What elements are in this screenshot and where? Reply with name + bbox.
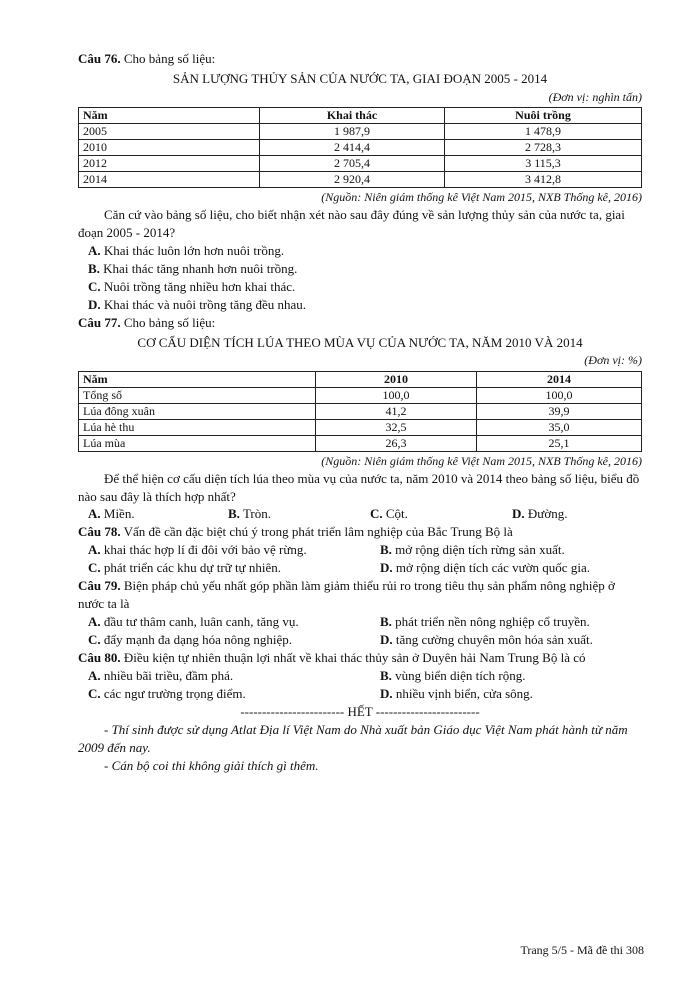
header-cell: Khai thác (260, 108, 445, 124)
table-cell: 100,0 (316, 388, 477, 404)
option-text: Khai thác luôn lớn hơn nuôi trồng. (103, 242, 285, 258)
table-row (79, 388, 642, 404)
table-row (79, 404, 642, 420)
table-row (79, 156, 642, 172)
option-key: C. (88, 560, 101, 576)
option-key: D. (380, 632, 393, 647)
option-text: khai thác hợp lí đi đôi với bảo vệ rừng. (103, 542, 307, 558)
option-key: C. (88, 685, 101, 701)
table-cell: 2 728,3 (445, 140, 642, 156)
table-cell: 41,2 (316, 404, 477, 420)
option-c[interactable] (88, 559, 380, 577)
option-b[interactable] (380, 613, 652, 631)
question-77-intro (78, 314, 642, 332)
option-text: đẩy mạnh đa dạng hóa nông nghiệp. (103, 632, 292, 647)
table-source: (Nguồn: Niên giám thống kê Việt Nam 2015, NXB Thống kê, 2016) (321, 190, 642, 205)
table-cell: 3 412,8 (445, 172, 642, 188)
options-grid (88, 613, 642, 649)
question-label: Câu 78. (78, 524, 121, 540)
options-grid (88, 667, 642, 703)
option-a[interactable] (88, 505, 228, 523)
exam-note: - Cán bộ coi thi không giải thích gì thêm. (104, 757, 319, 773)
header-cell: Nuôi trồng (445, 108, 642, 124)
option-d[interactable] (380, 559, 652, 577)
option-text: Khai thác tăng nhanh hơn nuôi trồng. (103, 260, 298, 276)
question-label: Câu 79. (78, 578, 121, 594)
table-cell: 2012 (79, 156, 260, 172)
option-key: D. (380, 560, 393, 576)
table-header-row (79, 108, 642, 124)
option-text: mở rộng diện tích rừng sản xuất. (395, 542, 565, 558)
table-cell: 3 115,3 (445, 156, 642, 172)
option-key: D. (380, 685, 393, 701)
header-cell: 2010 (316, 372, 477, 388)
table-cell: 2 705,4 (260, 156, 445, 172)
page-footer: Trang 5/5 - Mã đề thi 308 (520, 943, 644, 957)
option-text: Nuôi trồng tăng nhiều hơn khai thác. (103, 278, 296, 294)
option-key: D. (88, 296, 101, 312)
table-cell: 2014 (79, 172, 260, 188)
question-79 (78, 577, 642, 613)
table-cell: 39,9 (477, 404, 642, 420)
option-key: D. (512, 506, 525, 522)
option-key: A. (88, 506, 101, 522)
end-marker: ------------------------ HẾT ------------------------ (240, 703, 480, 719)
option-key: B. (228, 506, 240, 522)
header-cell: 2014 (477, 372, 642, 388)
option-key: A. (88, 614, 101, 630)
question-intro: Cho bảng số liệu: (123, 314, 216, 330)
option-b[interactable] (88, 260, 642, 278)
option-text: Tròn. (242, 506, 272, 522)
table-row (79, 436, 642, 452)
option-d[interactable] (88, 296, 642, 314)
table-header-row (79, 372, 642, 388)
question-stem: Vấn đề cần đặc biệt chú ý trong phát triển lâm nghiệp của Bắc Trung Bộ là (123, 524, 513, 540)
option-key: C. (88, 278, 101, 294)
option-b[interactable] (380, 541, 652, 559)
question-stem: Căn cứ vào bảng số liệu, cho biết nhận xét nào sau đây đúng về sản lượng thủy sản của nước ta, giai đoạn 2005 - 2014? (78, 206, 625, 240)
option-c[interactable] (88, 278, 642, 296)
question-label: Câu 76. (78, 51, 121, 66)
table-cell: 32,5 (316, 420, 477, 436)
option-c[interactable] (88, 631, 380, 649)
option-key: A. (88, 242, 101, 258)
option-text: các ngư trường trọng điểm. (103, 685, 246, 701)
option-text: phát triển nền nông nghiệp cổ truyền. (395, 614, 590, 630)
option-text: nhiều bãi triều, đầm phá. (103, 667, 234, 683)
table-cell: 1 478,9 (445, 124, 642, 140)
table-unit: (Đơn vị: %) (584, 353, 642, 368)
option-text: đầu tư thâm canh, luân canh, tăng vụ. (103, 614, 299, 630)
rice-area-table (78, 371, 642, 452)
option-text: Khai thác và nuôi trồng tăng đều nhau. (103, 296, 307, 312)
question-intro: Cho bảng số liệu: (123, 51, 216, 66)
table-cell: Lúa đông xuân (79, 404, 316, 420)
option-text: mở rộng diện tích các vườn quốc gia. (395, 560, 590, 576)
option-d[interactable] (512, 505, 652, 523)
option-b[interactable] (380, 667, 652, 685)
question-78 (78, 523, 642, 541)
exam-page (78, 50, 642, 775)
question-stem: Điều kiện tự nhiên thuận lợi nhất về khai thác thủy sản ở Duyên hải Nam Trung Bộ là có (123, 649, 586, 665)
option-c[interactable] (88, 685, 380, 703)
question-label: Câu 80. (78, 649, 121, 665)
option-b[interactable] (228, 505, 370, 523)
option-text: Miền. (103, 506, 135, 522)
table-cell: 26,3 (316, 436, 477, 452)
option-text: vùng biển diện tích rộng. (395, 667, 526, 683)
header-cell: Năm (79, 108, 260, 124)
header-cell: Năm (79, 372, 316, 388)
question-label: Câu 77. (78, 314, 121, 330)
option-key: A. (88, 667, 101, 683)
option-d[interactable] (380, 685, 652, 703)
option-text: tăng cường chuyên môn hóa sản xuất. (395, 632, 593, 647)
table-row (79, 172, 642, 188)
table-cell: 2005 (79, 124, 260, 140)
option-a[interactable] (88, 541, 380, 559)
table-source: (Nguồn: Niên giám thống kê Việt Nam 2015, NXB Thống kê, 2016) (321, 454, 642, 469)
question-76-intro (78, 50, 642, 68)
option-text: Đường. (527, 506, 568, 522)
table-cell: Lúa hè thu (79, 420, 316, 436)
table-row (79, 420, 642, 436)
table-unit: (Đơn vị: nghìn tấn) (548, 89, 642, 104)
option-a[interactable] (88, 242, 642, 260)
option-c[interactable] (370, 505, 512, 523)
question-stem: Để thể hiện cơ cấu diện tích lúa theo mùa vụ của nước ta, năm 2010 và 2014 theo bảng số liệu, biểu đồ nào sau đây là thích hợp nhất? (78, 470, 640, 504)
table-cell: Lúa mùa (79, 436, 316, 452)
table-cell: 2010 (79, 140, 260, 156)
table-row (79, 140, 642, 156)
table-cell: 2 920,4 (260, 172, 445, 188)
option-key: C. (88, 632, 101, 647)
option-key: B. (88, 260, 100, 276)
option-d[interactable] (380, 631, 652, 649)
option-a[interactable] (88, 613, 380, 631)
options-row (88, 505, 642, 523)
question-stem: Biện pháp chủ yếu nhất góp phần làm giảm thiểu rủi ro trong tiêu thụ sản phẩm nông nghiệp ở nước ta là (78, 578, 615, 612)
option-text: Cột. (385, 506, 408, 522)
option-key: B. (380, 667, 392, 683)
option-text: phát triển các khu dự trữ tự nhiên. (103, 560, 281, 576)
table-cell: 1 987,9 (260, 124, 445, 140)
option-key: A. (88, 542, 101, 558)
table-title: SẢN LƯỢNG THỦY SẢN CỦA NƯỚC TA, GIAI ĐOẠN 2005 - 2014 (172, 70, 548, 86)
table-row (79, 124, 642, 140)
option-text: nhiều vịnh biển, cửa sông. (395, 685, 533, 701)
option-a[interactable] (88, 667, 380, 685)
table-cell: Tổng số (79, 388, 316, 404)
table-cell: 2 414,4 (260, 140, 445, 156)
fishery-table (78, 107, 642, 188)
option-key: B. (380, 614, 392, 630)
exam-note: - Thí sinh được sử dụng Atlat Địa lí Việt Nam do Nhà xuất bản Giáo dục Việt Nam phát hành từ năm 2009 đến nay. (78, 721, 628, 755)
option-key: B. (380, 542, 392, 558)
table-title: CƠ CẤU DIỆN TÍCH LÚA THEO MÙA VỤ CỦA NƯỚC TA, NĂM 2010 VÀ 2014 (137, 334, 583, 350)
options-grid (88, 541, 642, 577)
option-key: C. (370, 506, 383, 522)
table-cell: 35,0 (477, 420, 642, 436)
table-cell: 100,0 (477, 388, 642, 404)
table-cell: 25,1 (477, 436, 642, 452)
question-80 (78, 649, 642, 667)
